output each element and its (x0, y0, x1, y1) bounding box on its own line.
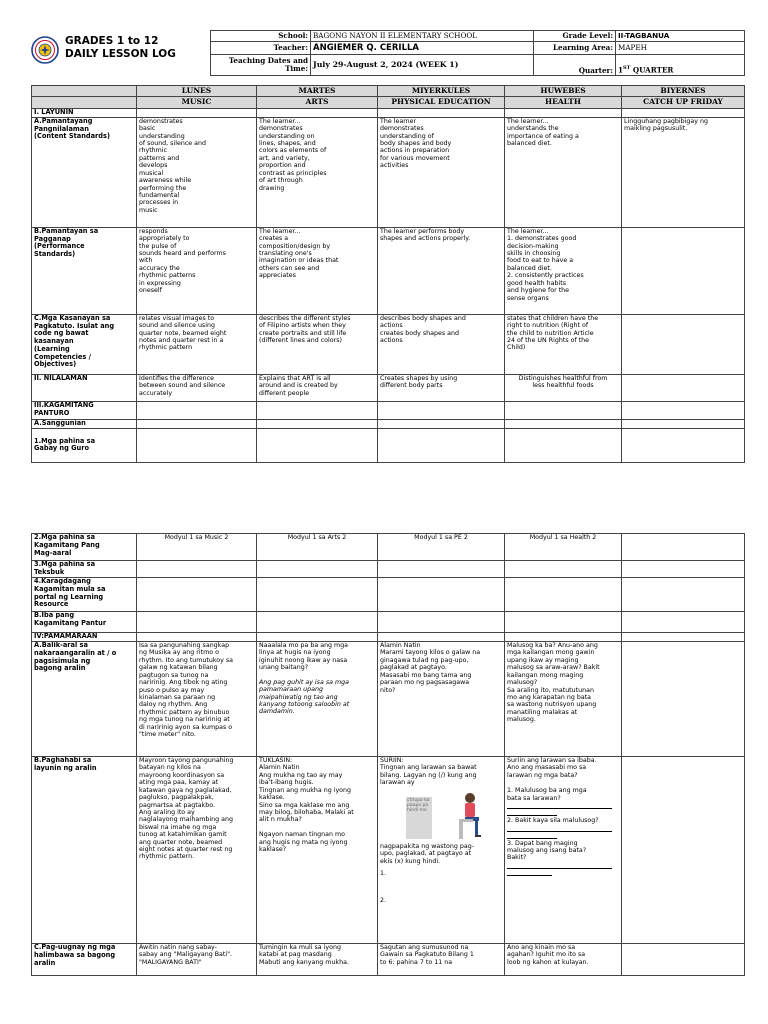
balik-aral-health: Malusog ka ba? Anu-ano ang mga kailangan mong gawin upang ikaw ay maging malusog sa araw-araw? Bakit kailangan mong maging malusog? Sa araling ito, matututunan mo ang karapatan ng bata sa wastong nutrisyon upang manatiling malakas at malusog. (505, 642, 622, 757)
dates-label: Teaching Dates and Time: (211, 55, 311, 76)
health-question-1: 1. Malulusog ba ang mga bata sa larawan? (507, 787, 587, 802)
paghahabi-label: B.Paghahabi sa layunin ng aralin (32, 757, 137, 944)
paghahabi-health (505, 757, 622, 944)
teacher-value: ANGIEMER Q. CERILLA (311, 42, 534, 55)
quarter-value: 1ST QUARTER (616, 55, 745, 76)
area-value: MAPEH (616, 42, 745, 55)
content-standards-pe: The learner demonstrates understanding of body shapes and body actions in preparation for various movement activities (378, 117, 505, 227)
health-question-2: 2. Bakit kaya sila malulusog? (507, 817, 599, 825)
gabay-label: 1.Mga pahina sa Gabay ng Guro (32, 428, 137, 462)
subject-health: HEALTH (505, 97, 622, 109)
grade-value: II-TAGBANUA (616, 31, 745, 42)
content-standards-health: The learner... understands the importance of eating a balanced diet. (505, 117, 622, 227)
subject-pe: PHYSICAL EDUCATION (378, 97, 505, 109)
karagdagang-kagamitan-label: 4.Karagdagang Kagamitan mula sa portal ng Learning Resource (32, 578, 137, 612)
teksbuk-label: 3.Mga pahina sa Teksbuk (32, 561, 137, 578)
health-question-3: 3. Dapat bang maging malusog ang isang bata? Bakit? (507, 839, 587, 862)
paghahabi-pe-instruction: nagpapakita ng wastong pag- upo, paglakad, at pagtayo at ekis (x) kung hindi. (380, 842, 474, 865)
content-standards-friday: Lingguhang pagbibigay ng maikling pagsusulit. (622, 117, 745, 227)
performance-standards-music: responds appropriately to the pulse of sounds heard and performs with accuracy the rhythmic patterns in expressing oneself (137, 227, 257, 314)
content-standards-music: demonstrates basic understanding of sound, silence and rhythmic patterns and develops musical awareness while performing the fundamental processes in music (137, 117, 257, 227)
performance-standards-friday (622, 227, 745, 314)
nilalaman-arts: Explains that ART is all around and is created by different people (257, 374, 378, 401)
day-martes: MARTES (257, 86, 378, 97)
pe-illustration (380, 787, 502, 843)
health-answer-line-2 (507, 825, 612, 832)
pag-uugnay-pe: Sagutan ang sumusunod na Gawain sa Pagkatuto Bilang 1 to 6: pahina 7 to 11 na (378, 944, 505, 976)
balik-aral-arts-text: Naaalala mo pa ba ang mga linya at hugis na iyong iginuhit noong ikaw ay nasa unang baitang? (259, 642, 349, 672)
day-biyernes: BIYERNES (622, 86, 745, 97)
modyul-health: Modyul 1 sa Health 2 (505, 534, 622, 561)
sitting-child-icon (455, 791, 485, 843)
lesson-log-table-page1 (31, 85, 745, 463)
performance-standards-label: B.Pamantayan sa Pagganap (Performance Standards) (32, 227, 137, 314)
content-standards-label: A.Pamantayang Pangnilalaman (Content Standards) (32, 117, 137, 227)
performance-standards-arts: The learner... creates a composition/design by translating one's imagination or ideas that others can see and appreciates (257, 227, 378, 314)
competencies-music: relates visual images to sound and silence using quarter note, beamed eight notes and quarter rest in a rhythmic pattern (137, 314, 257, 374)
performance-standards-pe: The learner performs body shapes and actions properly. (378, 227, 505, 314)
section-layunin: I. LAYUNIN (32, 109, 137, 118)
header-info-table (210, 30, 745, 76)
modyul-pe: Modyul 1 sa PE 2 (378, 534, 505, 561)
area-label: Learning Area: (534, 42, 616, 55)
iba-pang-kagamitan-label: B.Iba pang Kagamitang Pantur (32, 612, 137, 633)
nilalaman-health: Distinguishes healthful from less healthful foods (505, 374, 622, 401)
pag-uugnay-label: C.Pag-uugnay ng mga halimbawa sa bagong aralin (32, 944, 137, 976)
kagamitang-label: III.KAGAMITANG PANTURO (32, 401, 137, 419)
title-line1: GRADES 1 to 12 (65, 35, 159, 47)
pe-item-1: 1. (380, 869, 387, 877)
dates-value: July 29-August 2, 2024 (WEEK 1) (311, 55, 534, 76)
document-title (65, 35, 176, 60)
competencies-friday (622, 314, 745, 374)
competencies-pe: describes body shapes and actions creates body shapes and actions (378, 314, 505, 374)
pag-uugnay-arts: Tumingin ka muli sa iyong katabi at pag masdang Mabuti ang kanyang mukha. (257, 944, 378, 976)
quarter-label: Quarter: (534, 55, 616, 76)
nilalaman-friday (622, 374, 745, 401)
school-label: School: (211, 31, 311, 42)
pag-uugnay-music: Awitin natin nang sabay- sabay ang "Maligayang Bati". "MALIGAYANG BATI" (137, 944, 257, 976)
subject-music: MUSIC (137, 97, 257, 109)
modyul-music: Modyul 1 sa Music 2 (137, 534, 257, 561)
nilalaman-music: Identifies the difference between sound and silence accurately (137, 374, 257, 401)
day-miyerkules: MIYERKULES (378, 86, 505, 97)
modyul-arts: Modyul 1 sa Arts 2 (257, 534, 378, 561)
paghahabi-health-intro: Suriin ang larawan sa ibaba. Ano ang masasabi mo sa larawan ng mga bata? (507, 757, 597, 779)
pag-uugnay-friday (622, 944, 745, 976)
competencies-arts: describes the different styles of Filipino artists when they create portraits and still life (different lines and colors) (257, 314, 378, 374)
paghahabi-arts: TUKLASIN: Alamin Natin Ang mukha ng tao ay may iba't-ibang hugis. Tingnan ang mukha ng iyong kaklase. Sino sa mga kaklase mo ang may bilog, bilohaba, Malaki at alit n mukha? Ngayon naman tingnan mo ang hugis ng mata ng iyong kaklase? (257, 757, 378, 944)
health-answer-line-3b (507, 869, 552, 876)
health-answer-line-1 (507, 802, 612, 809)
lesson-log-table-page2 (31, 533, 745, 976)
teacher-label: Teacher: (211, 42, 311, 55)
paghahabi-pe (378, 757, 505, 944)
kagamitang-mag-aaral-label: 2.Mga pahina sa Kagamitang Pang Mag-aaral (32, 534, 137, 561)
balik-aral-pe: Alamin Natin Marami tayong kilos o galaw na ginagawa tulad ng pag-upo, paglakad at pagtayo. Masasabi mo bang tama ang paraan mo ng pagsasagawa nito? (378, 642, 505, 757)
day-huwebes: HUWEBES (505, 86, 622, 97)
grade-label: Grade Level: (534, 31, 616, 42)
balik-aral-arts-italic: Ang pag guhit ay isa sa mga pamamaraan upang maipahiwatig ng tao ang kanyang totoong saloobin at damdamin. (259, 678, 350, 716)
content-standards-arts: The learner... demonstrates understanding on lines, shapes, and colors as elements of art, and variety, proportion and contrast as principles of art through drawing (257, 117, 378, 227)
modyul-friday (622, 534, 745, 561)
paghahabi-pe-intro: SURIIN: Tingnan ang larawan sa bawat bilang. Lagyan ng (/) kung ang larawan ay (380, 757, 477, 787)
pag-uugnay-health: Ano ang kinain mo sa agahan? Iguhit mo ito sa loob ng kahon at kulayan. (505, 944, 622, 976)
blank-corner-2 (32, 97, 137, 109)
school-value: BAGONG NAYON II ELEMENTARY SCHOOL (311, 31, 534, 42)
day-lunes: LUNES (137, 86, 257, 97)
performance-standards-health: The learner... 1. demonstrates good decision-making skills in choosing food to eat to have a balanced diet. 2. consistently practices good health habits and hygiene for the sense organs (505, 227, 622, 314)
subject-catchup: CATCH UP FRIDAY (622, 97, 745, 109)
sanggunian-label: A.Sanggunian (32, 419, 137, 428)
nilalaman-pe: Creates shapes by using different body parts (378, 374, 505, 401)
pe-item-2: 2. (380, 897, 387, 905)
balik-aral-arts (257, 642, 378, 757)
nilalaman-label: II. NILALAMAN (32, 374, 137, 401)
deped-seal-icon (31, 36, 59, 64)
pe-illustration-box: ctrlupo ka paupo pa hindi mo (406, 797, 432, 839)
health-answer-line-3 (507, 862, 612, 869)
competencies-health: states that children have the right to nutrition (Right of the child to nutrition Article 24 of the UN Rights of the Child) (505, 314, 622, 374)
title-line2: DAILY LESSON LOG (65, 47, 176, 60)
subject-arts: ARTS (257, 97, 378, 109)
health-answer-line-1b (507, 809, 557, 816)
balik-aral-label: A.Balik-aral sa nakaraangaralin at / o pagsisimula ng bagong aralin (32, 642, 137, 757)
pamamaraan-label: IV:PAMAMARAAN (32, 633, 137, 642)
competencies-label: C.Mga Kasanayan sa Pagkatuto. Isulat ang code ng bawat kasanayan (Learning Competencies / Objectives) (32, 314, 137, 374)
health-answer-line-2b (507, 832, 557, 839)
paghahabi-music: Mayroon tayong pangunahing batayan ng kilos na mayroong koordinasyon sa ating mga paa, kamay at katawan gaya ng paglalakad, paglukso, pagpalakpak, pagmartsa at pagtakbo. Ang araling ito ay naglalayong maihambing ang biswal na imahe ng mga tunog at katahimikan gamit ang quarter note, beamed eight notes at quarter rest ng rhythmic pattern. (137, 757, 257, 944)
blank-corner (32, 86, 137, 97)
balik-aral-music: Isa sa pangunahing sangkap ng Musika ay ang ritmo o rhythm. Ito ang tumutukoy sa galaw ng katawan bilang pagtugon sa tunog na naririnig. Ang tibok ng ating puso o pulso ay may kinalaman sa paraan ng daloy ng rhythm. Ang rhythmic pattern ay binubuo ng mga tunog na naririnig at di naririnig ayon sa kumpas o "time meter" nito. (137, 642, 257, 757)
